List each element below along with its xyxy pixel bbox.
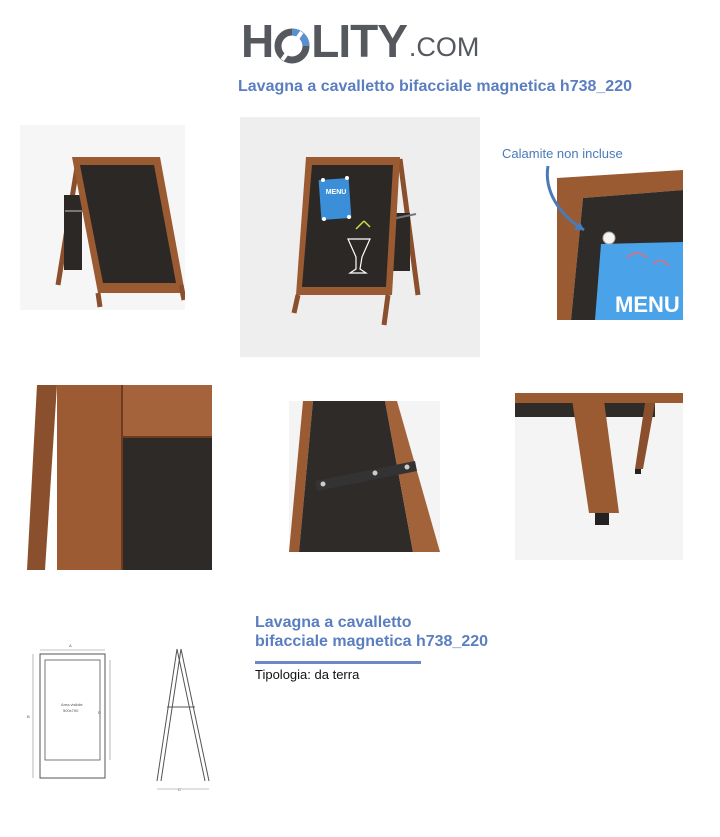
visible-area-size: 500x700 (63, 708, 79, 713)
dim-label-d: D (98, 710, 101, 715)
divider (255, 661, 421, 664)
spec-value: da terra (314, 667, 360, 682)
spec-label: Tipologia: (255, 667, 311, 682)
product-photo-corner-detail[interactable] (27, 385, 212, 570)
magnet-caption: Calamite non incluse (502, 146, 623, 161)
technical-drawing-front[interactable] (25, 640, 125, 790)
menu-card-label: MENU (325, 189, 347, 196)
technical-drawing-side[interactable] (145, 645, 220, 795)
product-subtitle-line1: Lavagna a cavalletto (255, 614, 412, 631)
menu-card-big-label: MENU (615, 292, 680, 317)
product-photo-menu[interactable] (240, 117, 480, 357)
spec-row (255, 667, 359, 682)
product-subtitle-line2: bifacciale magnetica h738_220 (255, 633, 489, 650)
product-subtitle (255, 613, 488, 651)
logo-o-icon (274, 28, 310, 64)
product-photo-hinge-detail[interactable] (289, 401, 440, 552)
logo-text: LITY (311, 15, 407, 67)
arrow-icon (540, 160, 590, 240)
dim-label-b: B (27, 714, 30, 719)
product-title: Lavagna a cavalletto bifacciale magnetica h738_220 (238, 78, 632, 95)
logo-letter-h: H (241, 15, 274, 67)
holity-logo[interactable] (241, 15, 480, 67)
dim-label-c: C (178, 787, 181, 792)
dim-label-a: A (69, 643, 72, 648)
logo-domain: .COM (408, 32, 480, 62)
product-photo-leg-detail[interactable] (515, 393, 683, 560)
product-photo-front[interactable] (20, 125, 185, 310)
visible-area-label: Area visibile (61, 702, 83, 707)
